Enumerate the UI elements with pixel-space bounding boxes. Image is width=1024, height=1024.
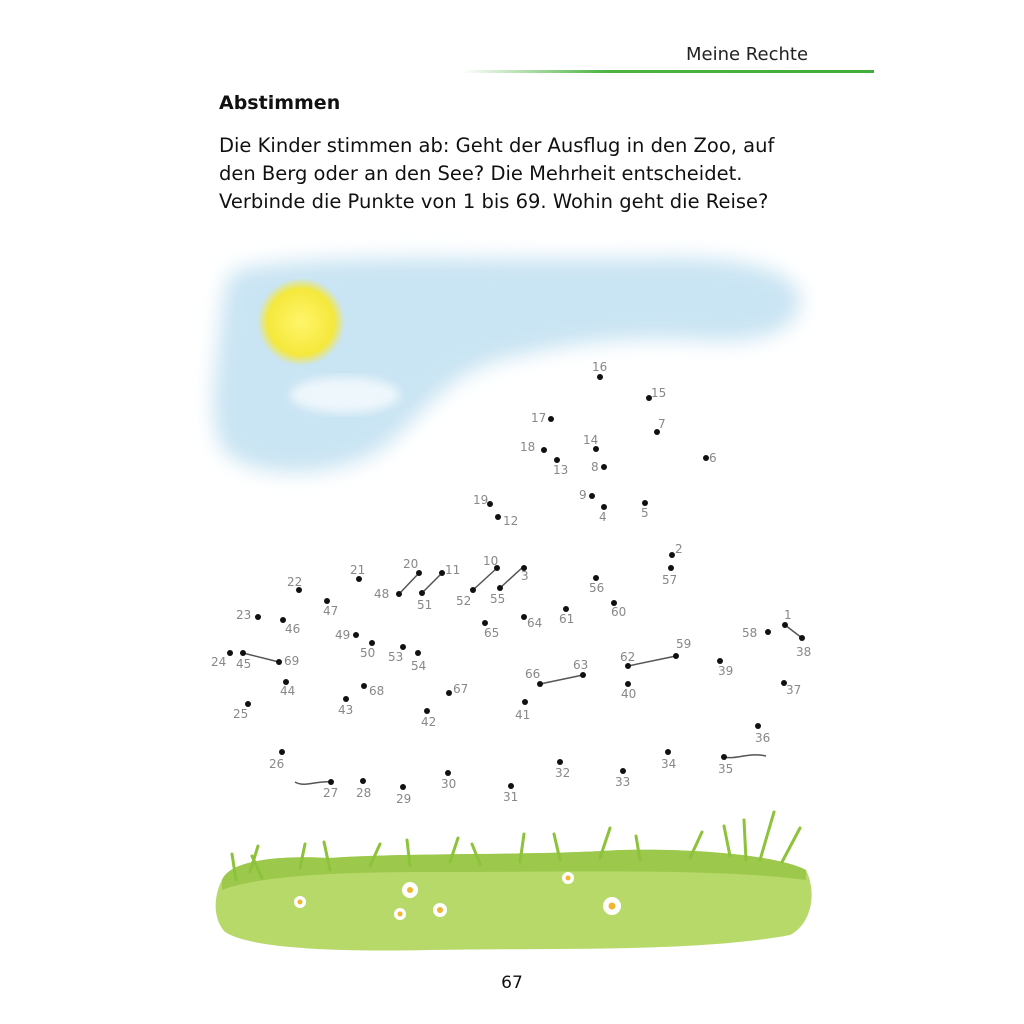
- svg-text:40: 40: [621, 687, 637, 701]
- instruction-line: Verbinde die Punkte von 1 bis 69. Wohin geht die Reise?: [219, 190, 769, 213]
- svg-text:20: 20: [403, 557, 419, 571]
- svg-text:65: 65: [484, 626, 500, 640]
- svg-text:61: 61: [559, 612, 575, 626]
- meadow: [216, 812, 812, 950]
- instruction-line: den Berg oder an den See? Die Mehrheit entscheidet.: [219, 162, 743, 185]
- dot: [424, 708, 430, 714]
- dot: [799, 635, 805, 641]
- dot: [396, 591, 402, 597]
- dot: [589, 493, 595, 499]
- dot: [620, 768, 626, 774]
- dot: [255, 614, 261, 620]
- section-title: Meine Rechte: [686, 44, 809, 65]
- dot: [601, 464, 607, 470]
- svg-text:53: 53: [388, 650, 404, 664]
- svg-text:7: 7: [658, 417, 666, 431]
- dot: [557, 759, 563, 765]
- svg-text:47: 47: [323, 604, 339, 618]
- svg-text:24: 24: [211, 655, 227, 669]
- dot: [537, 681, 543, 687]
- sun: [257, 278, 345, 366]
- dot: [279, 749, 285, 755]
- svg-text:56: 56: [589, 581, 605, 595]
- svg-text:10: 10: [483, 554, 499, 568]
- svg-text:69: 69: [284, 654, 300, 668]
- svg-text:36: 36: [755, 731, 771, 745]
- svg-text:28: 28: [356, 786, 372, 800]
- exercise-title: Abstimmen: [219, 92, 341, 114]
- svg-text:14: 14: [583, 433, 599, 447]
- dot: [597, 374, 603, 380]
- dot: [541, 447, 547, 453]
- svg-text:48: 48: [374, 587, 390, 601]
- svg-text:63: 63: [573, 658, 589, 672]
- svg-text:54: 54: [411, 659, 427, 673]
- svg-text:43: 43: [338, 703, 354, 717]
- svg-text:16: 16: [592, 360, 608, 374]
- svg-text:66: 66: [525, 667, 541, 681]
- svg-text:29: 29: [396, 792, 412, 806]
- cloud: [290, 377, 400, 413]
- page-number: 67: [501, 973, 523, 993]
- dot: [668, 565, 674, 571]
- svg-text:55: 55: [490, 592, 506, 606]
- svg-text:31: 31: [503, 790, 519, 804]
- dot: [522, 699, 528, 705]
- svg-text:5: 5: [641, 506, 649, 520]
- svg-text:45: 45: [236, 657, 252, 671]
- svg-text:27: 27: [323, 786, 339, 800]
- dot: [419, 590, 425, 596]
- dot: [673, 653, 679, 659]
- dot: [361, 683, 367, 689]
- dot: [765, 629, 771, 635]
- svg-text:15: 15: [651, 386, 667, 400]
- dot: [508, 783, 514, 789]
- instruction-line: Die Kinder stimmen ab: Geht der Ausflug in den Zoo, auf: [219, 134, 775, 157]
- svg-text:58: 58: [742, 626, 758, 640]
- svg-text:46: 46: [285, 622, 301, 636]
- dot: [328, 779, 334, 785]
- svg-text:23: 23: [236, 608, 252, 622]
- svg-text:49: 49: [335, 628, 351, 642]
- svg-text:44: 44: [280, 684, 296, 698]
- dot: [580, 672, 586, 678]
- svg-text:4: 4: [599, 510, 607, 524]
- svg-text:1: 1: [784, 608, 792, 622]
- svg-text:30: 30: [441, 777, 457, 791]
- dot: [276, 659, 282, 665]
- dot: [495, 514, 501, 520]
- dot: [782, 622, 788, 628]
- dot: [227, 650, 233, 656]
- svg-text:25: 25: [233, 707, 249, 721]
- dot: [360, 778, 366, 784]
- svg-text:32: 32: [555, 766, 571, 780]
- svg-text:17: 17: [531, 411, 547, 425]
- svg-text:67: 67: [453, 682, 469, 696]
- dot: [240, 650, 246, 656]
- svg-text:38: 38: [796, 645, 812, 659]
- svg-text:37: 37: [786, 683, 802, 697]
- dot: [343, 696, 349, 702]
- svg-text:26: 26: [269, 757, 285, 771]
- dot: [470, 587, 476, 593]
- svg-text:68: 68: [369, 684, 385, 698]
- svg-text:42: 42: [421, 715, 437, 729]
- svg-text:8: 8: [591, 460, 599, 474]
- svg-text:33: 33: [615, 775, 631, 789]
- dot: [548, 416, 554, 422]
- svg-text:18: 18: [520, 440, 536, 454]
- svg-text:9: 9: [579, 488, 587, 502]
- svg-text:19: 19: [473, 493, 489, 507]
- dot: [400, 784, 406, 790]
- svg-text:35: 35: [718, 762, 734, 776]
- svg-text:13: 13: [553, 463, 569, 477]
- dot: [446, 690, 452, 696]
- svg-text:22: 22: [287, 575, 303, 589]
- dot: [353, 632, 359, 638]
- svg-text:3: 3: [521, 569, 529, 583]
- svg-text:52: 52: [456, 594, 472, 608]
- svg-text:62: 62: [620, 650, 636, 664]
- svg-text:39: 39: [718, 664, 734, 678]
- dot: [665, 749, 671, 755]
- svg-text:11: 11: [445, 563, 461, 577]
- svg-text:21: 21: [350, 563, 366, 577]
- dot: [721, 754, 727, 760]
- dot: [497, 585, 503, 591]
- svg-text:60: 60: [611, 605, 627, 619]
- svg-text:41: 41: [515, 708, 531, 722]
- svg-text:6: 6: [709, 451, 717, 465]
- svg-text:50: 50: [360, 646, 376, 660]
- dot: [445, 770, 451, 776]
- svg-text:59: 59: [676, 637, 692, 651]
- svg-text:12: 12: [503, 514, 519, 528]
- dot: [415, 650, 421, 656]
- svg-text:34: 34: [661, 757, 677, 771]
- dot: [755, 723, 761, 729]
- svg-text:64: 64: [527, 616, 543, 630]
- svg-text:57: 57: [662, 573, 678, 587]
- svg-text:51: 51: [417, 598, 433, 612]
- svg-text:2: 2: [675, 542, 683, 556]
